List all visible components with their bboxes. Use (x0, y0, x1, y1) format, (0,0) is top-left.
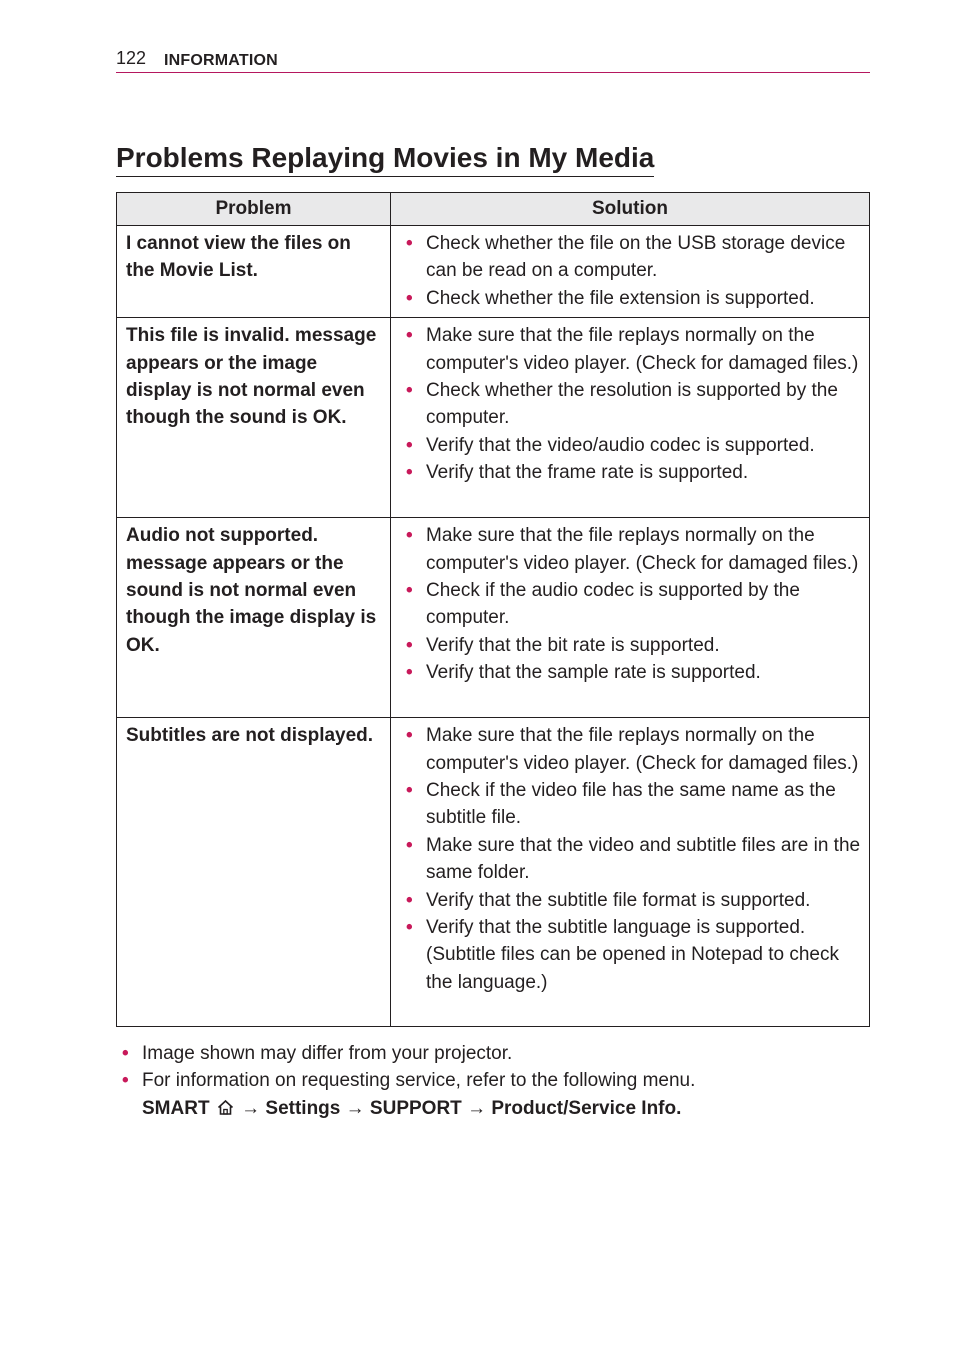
notes-section (122, 1040, 862, 1124)
solution-text: Verify that the frame rate is supported. (426, 462, 749, 484)
page-number: 122 (116, 48, 147, 68)
list-item (405, 322, 861, 377)
note-text: Image shown may differ from your projector. (142, 1043, 513, 1064)
solution-cell (391, 318, 870, 518)
bullet-icon: • (406, 525, 413, 547)
problem-cell: Audio not supported. message appears or the sound is not normal even though the image display is OK. (117, 518, 391, 718)
solution-cell (391, 718, 870, 1027)
solution-text: Check whether the file on the USB storage device can be read on a computer. (426, 233, 846, 282)
troubleshooting-table (116, 192, 870, 1027)
list-item (405, 777, 861, 832)
solution-list (405, 322, 861, 486)
menu-support: SUPPORT (369, 1097, 462, 1119)
page-header (116, 44, 870, 73)
solution-cell (391, 518, 870, 718)
bullet-icon: • (406, 917, 413, 939)
list-item (405, 659, 861, 686)
bullet-icon: • (406, 634, 413, 656)
solution-text: Check whether the resolution is supported by the computer. (426, 380, 838, 429)
solution-text: Check whether the file extension is supported. (426, 287, 815, 309)
solution-list (405, 230, 861, 312)
solution-text: Check if the video file has the same name as the subtitle file. (426, 780, 836, 829)
bullet-icon: • (122, 1070, 129, 1092)
table-row (117, 718, 870, 1027)
bullet-icon: • (406, 889, 413, 911)
list-item (405, 432, 861, 459)
bullet-icon: • (406, 325, 413, 347)
arrow-icon: → (345, 1097, 365, 1119)
column-header-solution: Solution (391, 193, 870, 226)
solution-text: Check if the audio codec is supported by the computer. (426, 580, 800, 629)
list-item (405, 459, 861, 486)
list-item (405, 887, 861, 914)
solution-text: Verify that the video/audio codec is supported. (426, 434, 815, 456)
bullet-icon: • (406, 580, 413, 602)
table-row (117, 518, 870, 718)
problem-cell: I cannot view the files on the Movie List. (117, 226, 391, 318)
arrow-icon: → (467, 1097, 487, 1119)
bullet-icon: • (406, 434, 413, 456)
solution-list (405, 522, 861, 686)
bullet-icon: • (406, 287, 413, 309)
solution-text: Make sure that the file replays normally on the computer's video player. (Check for damaged files.) (426, 525, 859, 574)
list-item (405, 230, 861, 285)
menu-product-info: Product/Service Info. (491, 1097, 682, 1119)
solution-text: Verify that the subtitle language is supported. (Subtitle files can be opened in Notepad to check the language.) (426, 917, 839, 993)
menu-smart: SMART (142, 1097, 210, 1119)
bullet-icon: • (122, 1043, 129, 1064)
problem-cell: Subtitles are not displayed. (117, 718, 391, 1027)
list-item (405, 522, 861, 577)
bullet-icon: • (406, 834, 413, 856)
notes-list (122, 1040, 862, 1124)
bullet-icon: • (406, 780, 413, 802)
menu-settings: Settings (265, 1097, 341, 1119)
table-row (117, 226, 870, 318)
list-item (122, 1067, 862, 1124)
note-text: For information on requesting service, refer to the following menu. (142, 1070, 696, 1092)
list-item (405, 632, 861, 659)
solution-list (405, 722, 861, 996)
solution-cell (391, 226, 870, 318)
solution-text: Make sure that the file replays normally on the computer's video player. (Check for damaged files.) (426, 725, 859, 774)
column-header-problem: Problem (117, 193, 391, 226)
table-row (117, 318, 870, 518)
list-item (405, 577, 861, 632)
bullet-icon: • (406, 233, 413, 254)
solution-text: Make sure that the video and subtitle files are in the same folder. (426, 834, 861, 884)
arrow-icon: → (241, 1097, 261, 1119)
bullet-icon: • (406, 380, 413, 402)
list-item (122, 1040, 862, 1067)
bullet-icon: • (406, 725, 413, 747)
list-item (405, 914, 861, 996)
list-item (405, 377, 861, 432)
solution-text: Make sure that the file replays normally on the computer's video player. (Check for damaged files.) (426, 325, 859, 374)
table-header-row (117, 193, 870, 226)
bullet-icon: • (406, 462, 413, 484)
list-item (405, 722, 861, 777)
section-label: INFORMATION (164, 52, 278, 69)
bullet-icon: • (406, 662, 413, 684)
list-item (405, 832, 861, 887)
solution-text: Verify that the subtitle file format is supported. (426, 889, 811, 911)
menu-path (142, 1098, 681, 1119)
home-icon (217, 1097, 234, 1124)
page-title: Problems Replaying Movies in My Media (116, 140, 654, 177)
problem-cell: This file is invalid. message appears or the image display is not normal even though the sound is OK. (117, 318, 391, 518)
list-item (405, 285, 861, 312)
solution-text: Verify that the bit rate is supported. (426, 634, 720, 656)
solution-text: Verify that the sample rate is supported. (426, 662, 761, 684)
